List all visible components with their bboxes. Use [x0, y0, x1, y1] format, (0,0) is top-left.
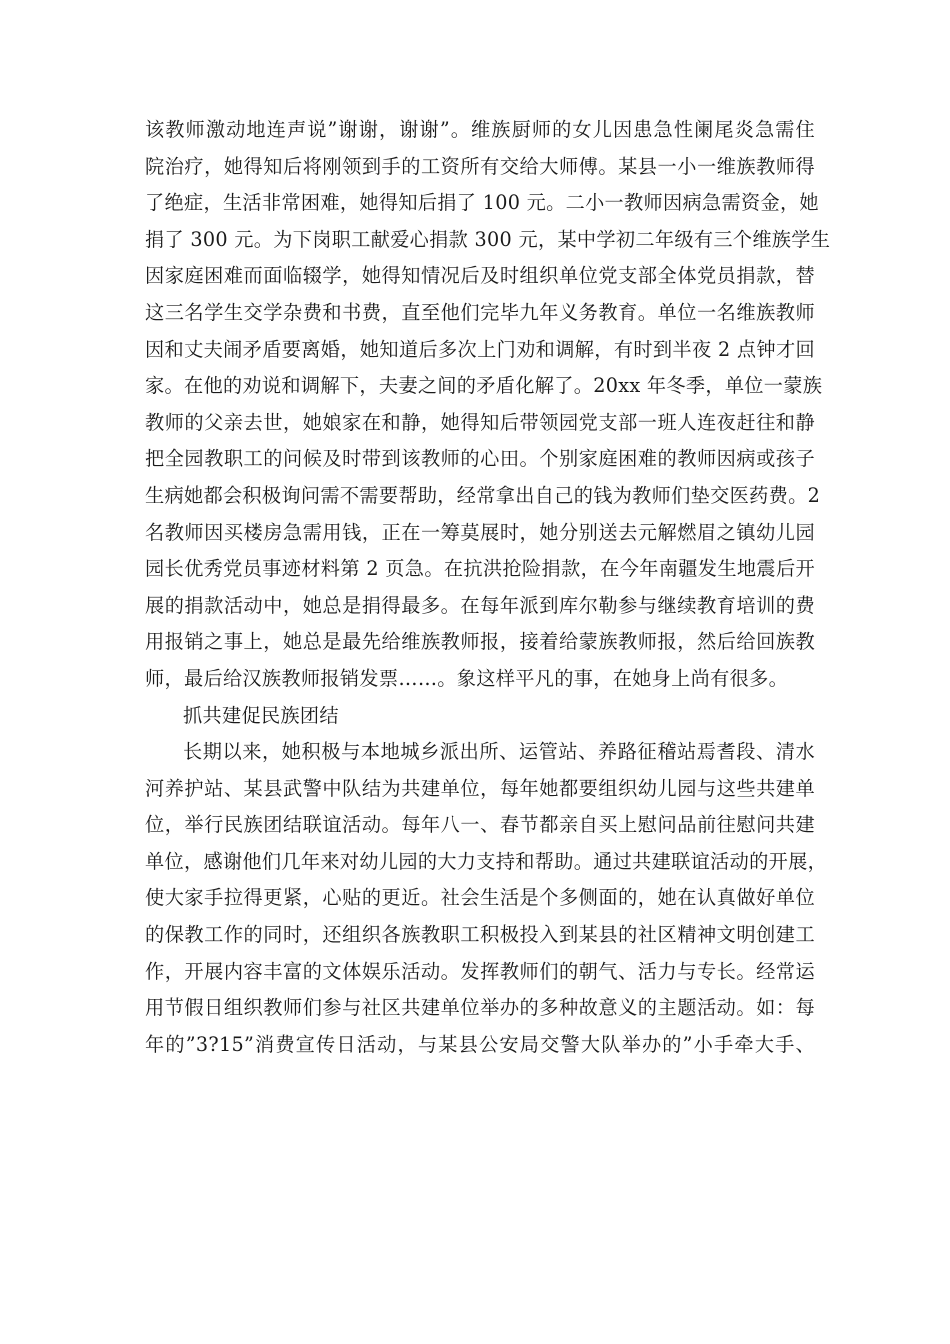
- text-line: 生病她都会积极询问需不需要帮助，经常拿出自己的钱为教师们垫交医药费。2: [145, 483, 821, 507]
- text-line: 师，最后给汉族教师报销发票……。象这样平凡的事，在她身上尚有很多。: [145, 666, 789, 690]
- text-line: 长期以来，她积极与本地城乡派出所、运管站、养路征稽站焉耆段、清水: [183, 740, 815, 764]
- text-line: 因家庭困难而面临辍学，她得知情况后及时组织单位党支部全体党员捐款，替: [145, 264, 815, 288]
- text-line: 使大家手拉得更紧，心贴的更近。社会生活是个多侧面的，她在认真做好单位: [145, 886, 815, 910]
- text-line: 这三名学生交学杂费和书费，直至他们完毕九年义务教育。单位一名维族教师: [145, 300, 815, 324]
- text-line: 把全园教职工的问候及时带到该教师的心田。个别家庭困难的教师因病或孩子: [145, 447, 815, 471]
- section-heading: 抓共建促民族团结: [183, 703, 339, 727]
- text-line: 家。在他的劝说和调解下，夫妻之间的矛盾化解了。20xx 年冬季，单位一蒙族: [145, 374, 823, 398]
- text-line: 年的”3?15”消费宣传日活动，与某县公安局交警大队举办的”小手牵大手、: [145, 1032, 815, 1056]
- text-line: 因和丈夫闹矛盾要离婚，她知道后多次上门劝和调解，有时到半夜 2 点钟才回: [145, 337, 815, 361]
- text-line: 用节假日组织教师们参与社区共建单位举办的多种故意义的主题活动。如：每: [145, 996, 815, 1020]
- text-line: 的保教工作的同时，还组织各族教职工积极投入到某县的社区精神文明创建工: [145, 923, 815, 947]
- text-line: 教师的父亲去世，她娘家在和静，她得知后带领园党支部一班人连夜赶往和静: [145, 410, 815, 434]
- text-line: 园长优秀党员事迹材料第 2 页急。在抗洪抢险捐款，在今年南疆发生地震后开: [145, 557, 815, 581]
- text-line: 了绝症，生活非常困难，她得知后捐了 100 元。二小一教师因病急需资金，她: [145, 191, 819, 215]
- document-body: [145, 112, 831, 1063]
- text-line: 位，举行民族团结联谊活动。每年八一、春节都亲自买上慰问品前往慰问共建: [145, 813, 815, 837]
- text-line: 捐了 300 元。为下岗职工献爱心捐款 300 元，某中学初二年级有三个维族学生: [145, 227, 831, 251]
- text-line: 院治疗，她得知后将刚领到手的工资所有交给大师傅。某县一小一维族教师得: [145, 154, 815, 178]
- text-line: 作，开展内容丰富的文体娱乐活动。发挥教师们的朝气、活力与专长。经常运: [145, 959, 815, 983]
- text-line: 用报销之事上，她总是最先给维族教师报，接着给蒙族教师报，然后给回族教: [145, 630, 815, 654]
- text-line: 河养护站、某县武警中队结为共建单位，每年她都要组织幼儿园与这些共建单: [145, 776, 815, 800]
- text-line: 该教师激动地连声说”谢谢，谢谢”。维族厨师的女儿因患急性阑尾炎急需住: [145, 118, 815, 141]
- text-line: 展的捐款活动中，她总是捐得最多。在每年派到库尔勒参与继续教育培训的费: [145, 593, 815, 617]
- text-line: 单位，感谢他们几年来对幼儿园的大力支持和帮助。通过共建联谊活动的开展，: [145, 849, 828, 873]
- text-line: 名教师因买楼房急需用钱，正在一筹莫展时，她分别送去元解燃眉之镇幼儿园: [145, 520, 815, 544]
